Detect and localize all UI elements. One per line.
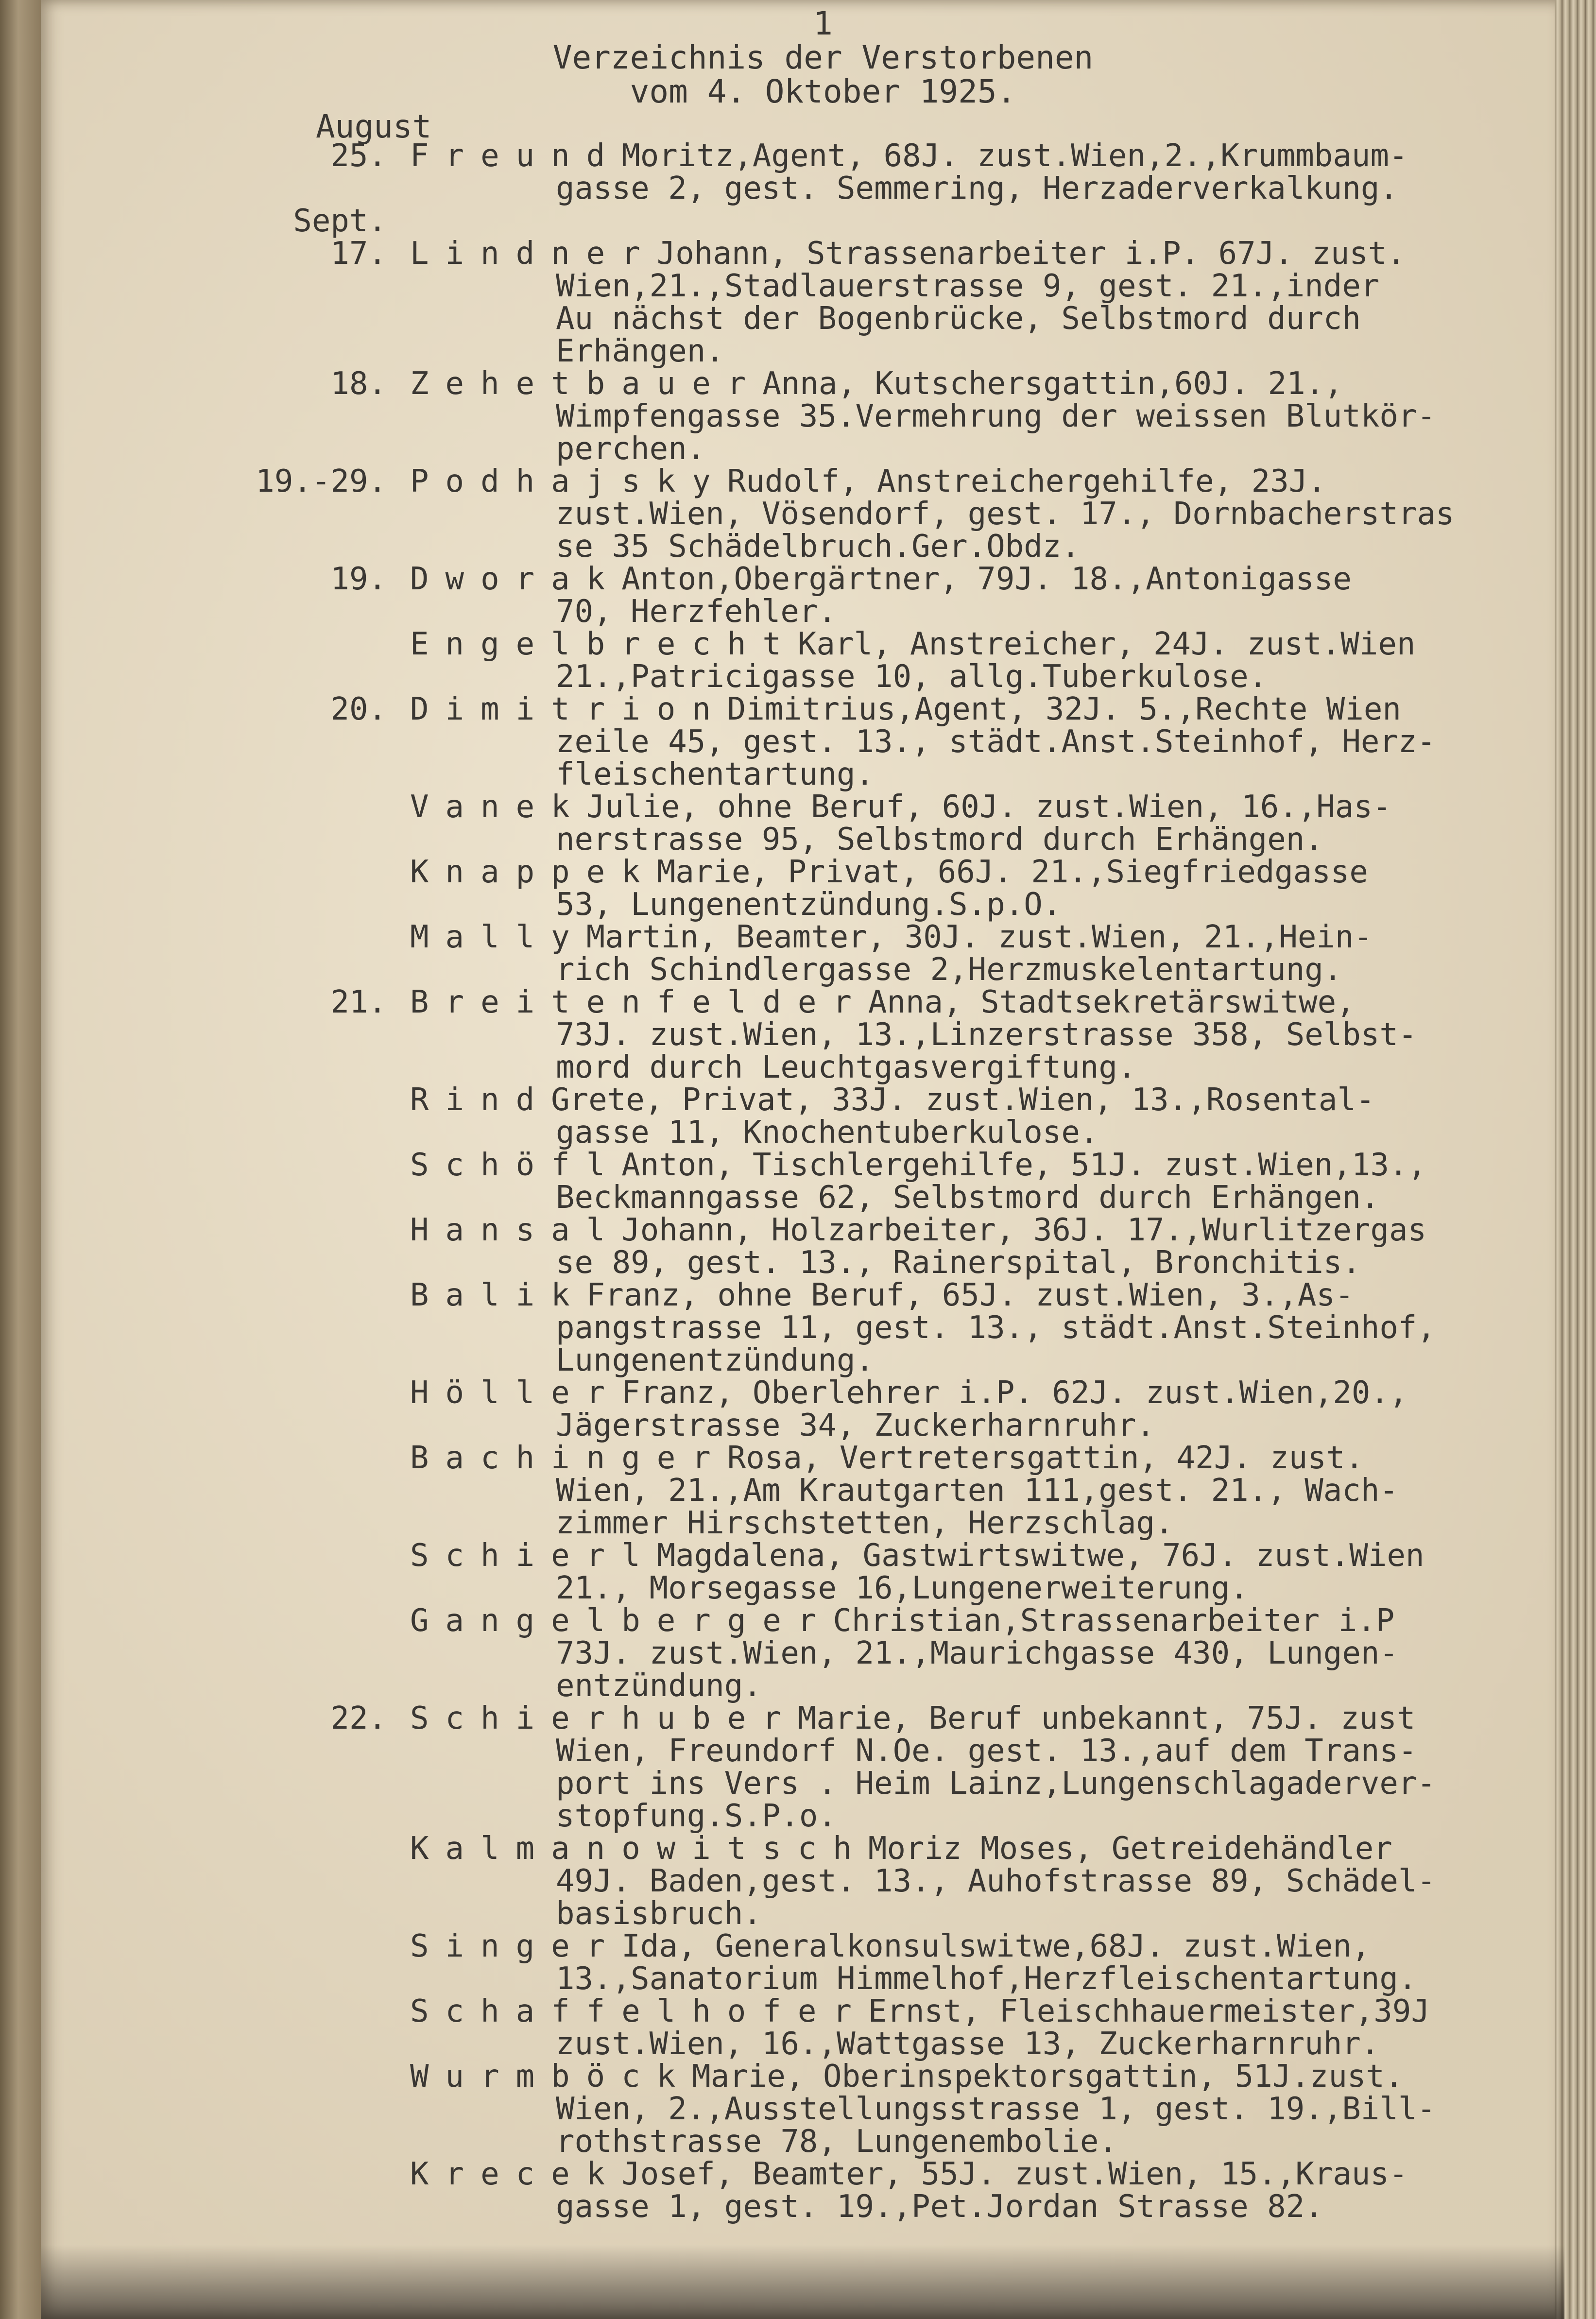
register-entry [230,563,1591,628]
register-entry [230,921,1591,986]
entry-body [410,2158,1408,2223]
surname: Freund [410,138,622,174]
entry-body [410,693,1436,791]
adjacent-page-edge [0,0,41,2319]
entry-continuation-line: Beckmanngasse 62, Selbstmord durch Erhängen. [556,1180,1380,1216]
entry-text: Rosa, Vertretersgattin, 42J. zust. [727,1440,1364,1476]
register-entry [230,368,1591,465]
entry-continuation-line: perchen. [556,431,706,467]
entry-text: Moritz,Agent, 68J. zust.Wien,2.,Krummbaum- [621,138,1408,174]
surname: Schierhuber [410,1701,798,1736]
entry-first-line [410,1377,1408,1409]
entry-text: Johann, Strassenarbeiter i.P. 67J. zust. [656,236,1406,272]
register-entry [230,856,1591,921]
entry-body [410,791,1391,856]
surname: Mally [410,919,586,955]
entry-text: Johann, Holzarbeiter, 36J. 17.,Wurlitzergas [621,1212,1427,1248]
entry-body [410,1605,1398,1702]
entry-text: Ernst, Fleischhauermeister,39J [868,1993,1430,2029]
entry-body [410,1214,1426,1279]
entry-date [230,2158,387,2223]
entry-date: 21. [330,984,387,1020]
entry-continuation-line: pangstrasse 11, gest. 13., städt.Anst.Steinhof, [556,1310,1436,1346]
register-entry [230,140,1591,205]
surname: Breitenfelder [410,984,868,1020]
entry-text: Rudolf, Anstreichergehilfe, 23J. [727,464,1326,499]
entry-date [230,1442,387,1540]
register-entry [230,1214,1591,1279]
entry-continuation-line: Wien,21.,Stadlauerstrasse 9, gest. 21.,inder [556,268,1380,304]
entry-text: Anton,Obergärtner, 79J. 18.,Antonigasse [621,561,1352,597]
entry-continuation-line: zust.Wien, 16.,Wattgasse 13, Zuckerharnruhr. [556,2026,1380,2062]
entry-text: Karl, Anstreicher, 24J. zust.Wien [797,626,1416,662]
entry-text: Franz, ohne Beruf, 65J. zust.Wien, 3.,As- [586,1277,1354,1313]
entry-continuation-line: port ins Vers . Heim Lainz,Lungenschlagaderver- [556,1766,1436,1802]
entry-continuation-line: gasse 11, Knochentuberkulose. [556,1115,1099,1151]
register-entry [230,465,1591,563]
surname: Vanek [410,789,586,825]
register-entry [230,1702,1591,1833]
entry-continuation-line: Wien, 2.,Ausstellungsstrasse 1, gest. 19.,Bill- [556,2091,1436,2127]
bottom-shadow [41,2245,1564,2319]
entry-text: Franz, Oberlehrer i.P. 62J. zust.Wien,20., [621,1375,1408,1411]
surname: Rind [410,1082,551,1118]
entry-body [410,465,1455,563]
surname: Balik [410,1277,586,1313]
surname: Schaffelhofer [410,1993,868,2029]
entry-body [410,1930,1417,1995]
entry-date [230,1214,387,1279]
entry-first-line [410,465,1455,498]
stacked-page-edges [1555,0,1596,2319]
entry-date [230,1279,387,1377]
register-entry [230,791,1591,856]
entry-continuation-line: 53, Lungenentzündung.S.p.O. [556,887,1062,923]
entry-first-line [410,238,1406,270]
register-entry [230,986,1591,1084]
entry-body [410,238,1406,368]
entry-first-line [410,368,1436,400]
entry-continuation-line: 13.,Sanatorium Himmelhof,Herzfleischentartung. [556,1961,1417,1997]
surname: Engelbrecht [410,626,798,662]
surname: Hansal [410,1212,622,1248]
entry-date [230,921,387,986]
surname: Schierl [410,1538,657,1574]
entry-first-line [410,921,1373,954]
entry-first-line [410,140,1408,172]
entry-continuation-line: nerstrasse 95, Selbstmord durch Erhängen. [556,822,1323,858]
surname: Gangelberger [410,1603,833,1639]
entry-first-line [410,1702,1436,1735]
entry-date: Sept. [293,203,387,239]
entry-body [410,563,1352,628]
entry-date: 20. [330,691,387,727]
entry-first-line [410,1605,1398,1637]
entry-first-line [410,2158,1408,2191]
header [41,7,1596,109]
entry-date [230,1833,387,1930]
surname: Bachinger [410,1440,727,1476]
entry-first-line [410,1279,1436,1312]
surname: Zehetbauer [410,366,763,402]
entry-text: Josef, Beamter, 55J. zust.Wien, 15.,Kraus- [621,2156,1408,2192]
entry-body [410,986,1417,1084]
entry-continuation-line: Jägerstrasse 34, Zuckerharnruhr. [556,1408,1155,1443]
entry-date [230,791,387,856]
entry-body [410,1442,1398,1540]
entry-date: 19. [330,561,387,597]
entry-first-line [410,1084,1375,1117]
register-entry [230,1605,1591,1702]
entry-text: Anna, Stadtsekretärswitwe, [868,984,1355,1020]
entry-body [410,1995,1430,2061]
register-entry [230,2158,1591,2223]
entry-first-line [410,856,1368,889]
entry-body [410,1702,1436,1833]
register-entry [230,1995,1591,2061]
entry-continuation-line: zimmer Hirschstetten, Herzschlag. [556,1505,1174,1541]
entry-continuation-line: Lungenentzündung. [556,1342,875,1378]
entry-first-line [410,1149,1426,1182]
entry-body [410,1084,1375,1149]
entry-date [230,1540,387,1605]
entry-date: 17. [330,236,387,272]
register-entry [230,1084,1591,1149]
entry-text: Marie, Beruf unbekannt, 75J. zust [797,1701,1416,1736]
entry-continuation-line: mord durch Leuchtgasvergiftung. [556,1049,1136,1085]
entry-continuation-line: 70, Herzfehler. [556,594,837,630]
page-subtitle: vom 4. Oktober 1925. [630,73,1016,110]
entry-first-line [410,1930,1417,1963]
register-entry [230,1540,1591,1605]
surname: Dworak [410,561,622,597]
entry-date [230,2061,387,2158]
register-entry [230,238,1591,368]
register-entry [230,1930,1591,1995]
month-label: August [316,108,432,145]
entry-first-line [410,1214,1426,1247]
entry-text: Julie, ohne Beruf, 60J. zust.Wien, 16.,Has- [586,789,1391,825]
register-entry [230,693,1591,791]
document-sheet [41,0,1564,2319]
entry-continuation-line: se 35 Schädelbruch.Ger.Obdz. [556,529,1080,565]
entry-text: Dimitrius,Agent, 32J. 5.,Rechte Wien [727,691,1401,727]
entry-continuation-line: Au nächst der Bogenbrücke, Selbstmord durch [556,301,1361,337]
entry-text: Marie, Privat, 66J. 21.,Siegfriedgasse [656,854,1368,890]
entry-continuation-line: zeile 45, gest. 13., städt.Anst.Steinhof, Herz- [556,724,1436,760]
entry-continuation-line: rich Schindlergasse 2,Herzmuskelentartung. [556,952,1342,988]
surname: Wurmböck [410,2059,692,2095]
surname: Höller [410,1375,622,1411]
entry-first-line [410,1442,1398,1475]
entry-first-line [410,563,1352,596]
entry-date [230,1930,387,1995]
entry-body [410,2061,1436,2158]
entry-date: 18. [330,366,387,402]
entry-text: Moriz Moses, Getreidehändler [868,1831,1392,1867]
entry-continuation-line: Wien, 21.,Am Krautgarten 111,gest. 21., Wach- [556,1473,1398,1509]
register-entry [230,628,1591,693]
surname: Podhajsky [410,464,727,499]
surname: Krecek [410,2156,622,2192]
entry-date: 19.-29. [256,464,387,499]
entry-body [410,856,1368,921]
entry-first-line [410,2061,1436,2093]
entry-continuation-line: se 89, gest. 13., Rainerspital, Bronchitis. [556,1245,1361,1281]
entry-continuation-line: basisbruch. [556,1896,762,1932]
register-entry [230,1279,1591,1377]
entry-continuation-line: 21.,Patricigasse 10, allg.Tuberkulose. [556,659,1268,695]
entry-date [230,1995,387,2061]
entry-continuation-line: rothstrasse 78, Lungenembolie. [556,2124,1117,2160]
entry-body [410,1149,1426,1214]
entry-continuation-line: Wimpfengasse 35.Vermehrung der weissen Blutkör- [556,398,1436,434]
register-entry [230,205,1591,238]
entry-body [410,368,1436,465]
entry-text: Anton, Tischlergehilfe, 51J. zust.Wien,13., [621,1147,1427,1183]
entry-date [230,628,387,693]
entry-first-line [410,1995,1430,2028]
entry-text: Marie, Oberinspektorsgattin, 51J.zust. [692,2059,1404,2095]
entry-body [410,1279,1436,1377]
entry-text: Magdalena, Gastwirtswitwe, 76J. zust.Wien [656,1538,1424,1574]
entry-date: 22. [330,1701,387,1736]
entry-continuation-line: 73J. zust.Wien, 21.,Maurichgasse 430, Lungen- [556,1635,1398,1671]
entry-continuation-line: gasse 1, gest. 19.,Pet.Jordan Strasse 82. [556,2189,1323,2225]
entry-body [410,628,1415,693]
entry-text: Anna, Kutschersgattin,60J. 21., [762,366,1343,402]
surname: Singer [410,1928,622,1964]
register-entry [230,1377,1591,1442]
entry-body [410,140,1408,205]
entry-date [230,1149,387,1214]
entry-body [410,1833,1436,1930]
entry-continuation-line: zust.Wien, Vösendorf, gest. 17., Dornbacherstras [556,496,1455,532]
entry-body [410,1377,1408,1442]
entry-body [410,921,1373,986]
surname: Lindner [410,236,657,272]
entry-body [410,1540,1424,1605]
entry-continuation-line: Erhängen. [556,333,724,369]
entry-continuation-line: entzündung. [556,1668,762,1704]
entry-text: Martin, Beamter, 30J. zust.Wien, 21.,Hein- [586,919,1373,955]
entry-first-line [410,693,1436,726]
entry-first-line [410,791,1391,824]
entry-text: Grete, Privat, 33J. zust.Wien, 13.,Rosental- [551,1082,1375,1118]
entry-first-line [410,628,1415,661]
entry-first-line [410,1540,1424,1572]
entry-date [230,1377,387,1442]
death-register-list [230,140,1591,2223]
entry-date [230,1084,387,1149]
register-entry [230,2061,1591,2158]
entry-date [230,1605,387,1702]
entry-continuation-line: gasse 2, gest. Semmering, Herzaderverkalkung. [556,171,1398,206]
entry-continuation-line: fleischentartung. [556,756,875,792]
entry-date: 25. [330,138,387,174]
entry-date [230,856,387,921]
register-entry [230,1149,1591,1214]
page-number: 1 [813,5,833,42]
surname: Kalmanowitsch [410,1831,868,1867]
entry-continuation-line: 49J. Baden,gest. 13., Auhofstrasse 89, Schädel- [556,1863,1436,1899]
register-entry [230,1833,1591,1930]
surname: Dimitrion [410,691,727,727]
register-entry [230,1442,1591,1540]
page-title: Verzeichnis der Verstorbenen [552,39,1094,76]
entry-continuation-line: 21., Morsegasse 16,Lungenerweiterung. [556,1570,1249,1606]
entry-text: Christian,Strassenarbeiter i.P [833,1603,1395,1639]
entry-first-line [410,1833,1436,1865]
entry-first-line [410,986,1417,1019]
surname: Schöfl [410,1147,622,1183]
entry-text: Ida, Generalkonsulswitwe,68J. zust.Wien, [621,1928,1371,1964]
entry-continuation-line: 73J. zust.Wien, 13.,Linzerstrasse 358, Selbst- [556,1017,1417,1053]
entry-continuation-line: Wien, Freundorf N.Oe. gest. 13.,auf dem Trans- [556,1733,1417,1769]
surname: Knappek [410,854,657,890]
entry-continuation-line: stopfung.S.P.o. [556,1798,837,1834]
